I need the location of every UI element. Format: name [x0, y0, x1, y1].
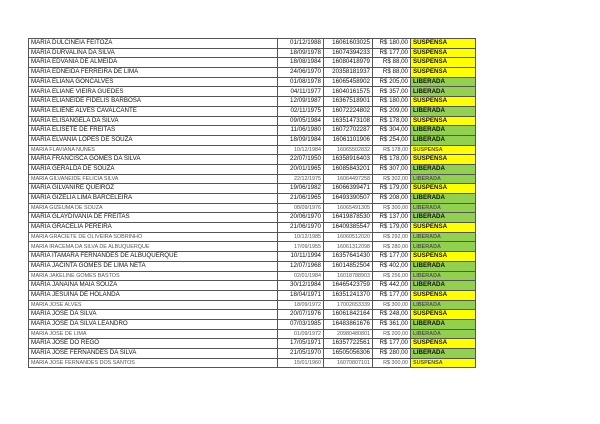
status-cell[interactable]: SUSPENSA: [411, 97, 476, 107]
table-row[interactable]: [29, 87, 476, 97]
date-cell[interactable]: 01/09/1972: [278, 329, 324, 339]
name-cell[interactable]: MARIA GIZELIA LIMA BARCELEIRA: [29, 194, 278, 204]
date-cell[interactable]: 01/12/1988: [278, 39, 324, 49]
status-cell[interactable]: SUSPENSA: [411, 339, 476, 349]
name-cell[interactable]: MARIA ITAMARA FERNANDES DE ALBUQUERQUE: [29, 252, 278, 262]
value-cell[interactable]: R$ 179,00: [373, 184, 411, 194]
value-cell[interactable]: R$ 248,00: [373, 310, 411, 320]
table-row[interactable]: [29, 329, 476, 339]
status-cell[interactable]: LIBERADA: [411, 213, 476, 223]
value-cell[interactable]: R$ 361,00: [373, 319, 411, 329]
name-cell[interactable]: MARIA GRACELIA PEREIRA: [29, 223, 278, 233]
number-cell[interactable]: 16065502832: [324, 145, 373, 155]
name-cell[interactable]: MARIA JOSE ALVES: [29, 300, 278, 310]
status-cell[interactable]: SUSPENSA: [411, 39, 476, 49]
status-cell[interactable]: LIBERADA: [411, 232, 476, 242]
name-cell[interactable]: MARIA JOSE DO REGO: [29, 339, 278, 349]
date-cell[interactable]: 10/12/1984: [278, 145, 324, 155]
status-cell[interactable]: LIBERADA: [411, 261, 476, 271]
value-cell[interactable]: R$ 254,00: [373, 135, 411, 145]
date-cell[interactable]: 12/09/1987: [278, 97, 324, 107]
value-cell[interactable]: R$ 180,00: [373, 39, 411, 49]
date-cell[interactable]: 19/06/1982: [278, 184, 324, 194]
value-cell[interactable]: R$ 88,00: [373, 68, 411, 78]
table-row[interactable]: [29, 252, 476, 262]
date-cell[interactable]: 18/09/1978: [278, 48, 324, 58]
name-cell[interactable]: MARIA JOSE DA SILVA LEANDRO: [29, 319, 278, 329]
date-cell[interactable]: 02/01/1984: [278, 271, 324, 281]
date-cell[interactable]: 17/09/1955: [278, 242, 324, 252]
status-cell[interactable]: SUSPENSA: [411, 116, 476, 126]
date-cell[interactable]: 01/08/1978: [278, 77, 324, 87]
value-cell[interactable]: R$ 178,00: [373, 116, 411, 126]
date-cell[interactable]: 12/07/1968: [278, 261, 324, 271]
table-row[interactable]: [29, 242, 476, 252]
date-cell[interactable]: 21/06/1965: [278, 194, 324, 204]
name-cell[interactable]: MARIA JOSE FERNANDES DOS SANTOS: [29, 358, 278, 368]
name-cell[interactable]: MARIA ELIANA GONCALVES: [29, 77, 278, 87]
status-cell[interactable]: LIBERADA: [411, 164, 476, 174]
table-row[interactable]: [29, 203, 476, 213]
number-cell[interactable]: 16064497258: [324, 174, 373, 184]
name-cell[interactable]: MARIA GILVANEIDE FELICIA SILVA: [29, 174, 278, 184]
name-cell[interactable]: MARIA JANAINA MAIA SOUZA: [29, 281, 278, 291]
date-cell[interactable]: 21/06/1970: [278, 223, 324, 233]
date-cell[interactable]: 18/08/1984: [278, 58, 324, 68]
status-cell[interactable]: SUSPENSA: [411, 145, 476, 155]
value-cell[interactable]: R$ 200,00: [373, 329, 411, 339]
number-cell[interactable]: 16060512020: [324, 232, 373, 242]
number-cell[interactable]: 16419878530: [324, 213, 373, 223]
date-cell[interactable]: 10/12/1985: [278, 232, 324, 242]
date-cell[interactable]: 04/11/1977: [278, 87, 324, 97]
table-row[interactable]: [29, 339, 476, 349]
name-cell[interactable]: MARIA DURVALINA DA SILVA: [29, 48, 278, 58]
value-cell[interactable]: R$ 307,00: [373, 164, 411, 174]
date-cell[interactable]: 07/03/1985: [278, 319, 324, 329]
status-cell[interactable]: SUSPENSA: [411, 310, 476, 320]
status-cell[interactable]: SUSPENSA: [411, 48, 476, 58]
table-row[interactable]: [29, 213, 476, 223]
value-cell[interactable]: R$ 178,00: [373, 155, 411, 165]
number-cell[interactable]: 16357641430: [324, 252, 373, 262]
table-row[interactable]: [29, 97, 476, 107]
name-cell[interactable]: MARIA ELISANGELA DA SILVA: [29, 116, 278, 126]
status-cell[interactable]: LIBERADA: [411, 194, 476, 204]
value-cell[interactable]: R$ 442,00: [373, 281, 411, 291]
table-row[interactable]: [29, 68, 476, 78]
number-cell[interactable]: 16351241370: [324, 290, 373, 300]
value-cell[interactable]: R$ 256,00: [373, 271, 411, 281]
value-cell[interactable]: R$ 208,00: [373, 194, 411, 204]
name-cell[interactable]: MARIA JOSE FERNANDES DA SILVA: [29, 349, 278, 359]
value-cell[interactable]: R$ 177,00: [373, 252, 411, 262]
date-cell[interactable]: 08/09/1976: [278, 203, 324, 213]
number-cell[interactable]: 20358181937: [324, 68, 373, 78]
number-cell[interactable]: 16061101906: [324, 135, 373, 145]
name-cell[interactable]: MARIA JAKELINE GOMES BASTOS: [29, 271, 278, 281]
number-cell[interactable]: 16357722561: [324, 339, 373, 349]
value-cell[interactable]: R$ 177,00: [373, 290, 411, 300]
table-row[interactable]: [29, 223, 476, 233]
name-cell[interactable]: MARIA IRACEMA DA SILVA DE ALBUQUERQUE: [29, 242, 278, 252]
number-cell[interactable]: 16493390507: [324, 194, 373, 204]
status-cell[interactable]: LIBERADA: [411, 87, 476, 97]
number-cell[interactable]: 16014852504: [324, 261, 373, 271]
table-row[interactable]: [29, 310, 476, 320]
table-row[interactable]: [29, 300, 476, 310]
table-row[interactable]: [29, 58, 476, 68]
date-cell[interactable]: 18/04/1971: [278, 290, 324, 300]
date-cell[interactable]: 30/12/1984: [278, 281, 324, 291]
date-cell[interactable]: 21/05/1970: [278, 349, 324, 359]
name-cell[interactable]: MARIA ELVANIA LOPES DE SOUZA: [29, 135, 278, 145]
date-cell[interactable]: 15/01/1960: [278, 358, 324, 368]
number-cell[interactable]: 16505056306: [324, 349, 373, 359]
date-cell[interactable]: 02/11/1975: [278, 106, 324, 116]
status-cell[interactable]: SUSPENSA: [411, 155, 476, 165]
name-cell[interactable]: MARIA JOSE DE LIMA: [29, 329, 278, 339]
status-cell[interactable]: SUSPENSA: [411, 223, 476, 233]
name-cell[interactable]: MARIA JACINTA GOMES DE LIMA NETA: [29, 261, 278, 271]
table-row[interactable]: [29, 281, 476, 291]
table-row[interactable]: [29, 261, 476, 271]
status-cell[interactable]: LIBERADA: [411, 203, 476, 213]
table-body: [29, 39, 476, 368]
status-cell[interactable]: LIBERADA: [411, 349, 476, 359]
table-row[interactable]: [29, 194, 476, 204]
date-cell[interactable]: 20/06/1970: [278, 213, 324, 223]
table-row[interactable]: [29, 164, 476, 174]
table-row[interactable]: [29, 174, 476, 184]
table-row[interactable]: [29, 184, 476, 194]
name-cell[interactable]: MARIA FLAVIANA NUNES: [29, 145, 278, 155]
number-cell[interactable]: 16066399471: [324, 184, 373, 194]
number-cell[interactable]: 16061603025: [324, 39, 373, 49]
table-row[interactable]: [29, 116, 476, 126]
status-cell[interactable]: SUSPENSA: [411, 58, 476, 68]
table-row[interactable]: [29, 349, 476, 359]
value-cell[interactable]: R$ 88,00: [373, 58, 411, 68]
status-cell[interactable]: SUSPENSA: [411, 358, 476, 368]
table-row[interactable]: [29, 77, 476, 87]
table-row[interactable]: [29, 290, 476, 300]
value-cell[interactable]: R$ 402,00: [373, 261, 411, 271]
name-cell[interactable]: MARIA GILVANIRE QUEIROZ: [29, 184, 278, 194]
value-cell[interactable]: R$ 304,00: [373, 126, 411, 136]
number-cell[interactable]: 16483861676: [324, 319, 373, 329]
number-cell[interactable]: 20980480801: [324, 329, 373, 339]
status-cell[interactable]: LIBERADA: [411, 174, 476, 184]
date-cell[interactable]: 09/05/1984: [278, 116, 324, 126]
number-cell[interactable]: 16358916403: [324, 155, 373, 165]
number-cell[interactable]: 16065458902: [324, 77, 373, 87]
number-cell[interactable]: 16065491305: [324, 203, 373, 213]
name-cell[interactable]: MARIA EDVANIA DE ALMEIDA: [29, 58, 278, 68]
date-cell[interactable]: 22/07/1950: [278, 155, 324, 165]
table-row[interactable]: [29, 232, 476, 242]
status-cell[interactable]: LIBERADA: [411, 242, 476, 252]
table-row[interactable]: [29, 145, 476, 155]
date-cell[interactable]: 10/11/1994: [278, 252, 324, 262]
table-row[interactable]: [29, 106, 476, 116]
status-cell[interactable]: LIBERADA: [411, 319, 476, 329]
status-cell[interactable]: LIBERADA: [411, 126, 476, 136]
value-cell[interactable]: R$ 280,00: [373, 242, 411, 252]
value-cell[interactable]: R$ 300,00: [373, 300, 411, 310]
number-cell[interactable]: 16072224802: [324, 106, 373, 116]
name-cell[interactable]: MARIA JESUINA DE HOLANDA: [29, 290, 278, 300]
spreadsheet-table: [28, 38, 476, 368]
table-row[interactable]: [29, 155, 476, 165]
date-cell[interactable]: 18/09/1984: [278, 135, 324, 145]
table-row[interactable]: [29, 135, 476, 145]
number-cell[interactable]: 16367518901: [324, 97, 373, 107]
table-row[interactable]: [29, 358, 476, 368]
status-cell[interactable]: LIBERADA: [411, 271, 476, 281]
name-cell[interactable]: MARIA ELISETE DE FREITAS: [29, 126, 278, 136]
date-cell[interactable]: 18/09/1972: [278, 300, 324, 310]
name-cell[interactable]: MARIA ELIENE ALVES CAVALCANTE: [29, 106, 278, 116]
value-cell[interactable]: R$ 205,00: [373, 77, 411, 87]
value-cell[interactable]: R$ 177,00: [373, 48, 411, 58]
table-row[interactable]: [29, 271, 476, 281]
name-cell[interactable]: MARIA ELIANE VIEIRA GUEDES: [29, 87, 278, 97]
number-cell[interactable]: 16074394233: [324, 48, 373, 58]
value-cell[interactable]: R$ 300,00: [373, 358, 411, 368]
status-cell[interactable]: LIBERADA: [411, 77, 476, 87]
number-cell[interactable]: 16040161575: [324, 87, 373, 97]
name-cell[interactable]: MARIA GRACIETE DE OLIVEIRA SOBRINHO: [29, 232, 278, 242]
table-row[interactable]: [29, 319, 476, 329]
status-cell[interactable]: SUSPENSA: [411, 290, 476, 300]
number-cell[interactable]: 16061312098: [324, 242, 373, 252]
date-cell[interactable]: 22/12/1975: [278, 174, 324, 184]
value-cell[interactable]: R$ 177,00: [373, 339, 411, 349]
status-cell[interactable]: LIBERADA: [411, 135, 476, 145]
table-row[interactable]: [29, 39, 476, 49]
number-cell[interactable]: 16018788903: [324, 271, 373, 281]
status-cell[interactable]: LIBERADA: [411, 329, 476, 339]
name-cell[interactable]: MARIA ELIANEIDE FIDELIS BARBOSA: [29, 97, 278, 107]
value-cell[interactable]: R$ 280,00: [373, 349, 411, 359]
number-cell[interactable]: 16409385547: [324, 223, 373, 233]
number-cell[interactable]: 16351473108: [324, 116, 373, 126]
value-cell[interactable]: R$ 180,00: [373, 97, 411, 107]
number-cell[interactable]: 16080418979: [324, 58, 373, 68]
value-cell[interactable]: R$ 302,00: [373, 174, 411, 184]
date-cell[interactable]: 20/07/1976: [278, 310, 324, 320]
status-cell[interactable]: SUSPENSA: [411, 184, 476, 194]
number-cell[interactable]: 16085843201: [324, 164, 373, 174]
name-cell[interactable]: MARIA GLAYDIVANIA DE FREITAS: [29, 213, 278, 223]
value-cell[interactable]: R$ 292,00: [373, 232, 411, 242]
value-cell[interactable]: R$ 300,00: [373, 203, 411, 213]
status-cell[interactable]: LIBERADA: [411, 106, 476, 116]
number-cell[interactable]: 17002653339: [324, 300, 373, 310]
table-row[interactable]: [29, 126, 476, 136]
name-cell[interactable]: MARIA EDNEIDA FERREIRA DE LIMA: [29, 68, 278, 78]
name-cell[interactable]: MARIA JOSE DA SILVA: [29, 310, 278, 320]
date-cell[interactable]: 11/06/1980: [278, 126, 324, 136]
number-cell[interactable]: 16070807101: [324, 358, 373, 368]
status-cell[interactable]: LIBERADA: [411, 281, 476, 291]
value-cell[interactable]: R$ 178,00: [373, 145, 411, 155]
table-row[interactable]: [29, 48, 476, 58]
status-cell[interactable]: LIBERADA: [411, 300, 476, 310]
date-cell[interactable]: 24/06/1970: [278, 68, 324, 78]
name-cell[interactable]: MARIA FRANCISCA GOMES DA SILVA: [29, 155, 278, 165]
name-cell[interactable]: MARIA DULCINEIA FEITOZA: [29, 39, 278, 49]
date-cell[interactable]: 17/05/1971: [278, 339, 324, 349]
value-cell[interactable]: R$ 179,00: [373, 223, 411, 233]
number-cell[interactable]: 16061842164: [324, 310, 373, 320]
name-cell[interactable]: MARIA GIZEUMA DE SOUZA: [29, 203, 278, 213]
number-cell[interactable]: 16072702287: [324, 126, 373, 136]
status-cell[interactable]: SUSPENSA: [411, 68, 476, 78]
value-cell[interactable]: R$ 209,00: [373, 106, 411, 116]
value-cell[interactable]: R$ 137,00: [373, 213, 411, 223]
name-cell[interactable]: MARIA GERALDA DE SOUZA: [29, 164, 278, 174]
number-cell[interactable]: 16465423759: [324, 281, 373, 291]
date-cell[interactable]: 20/01/1965: [278, 164, 324, 174]
status-cell[interactable]: SUSPENSA: [411, 252, 476, 262]
value-cell[interactable]: R$ 357,00: [373, 87, 411, 97]
